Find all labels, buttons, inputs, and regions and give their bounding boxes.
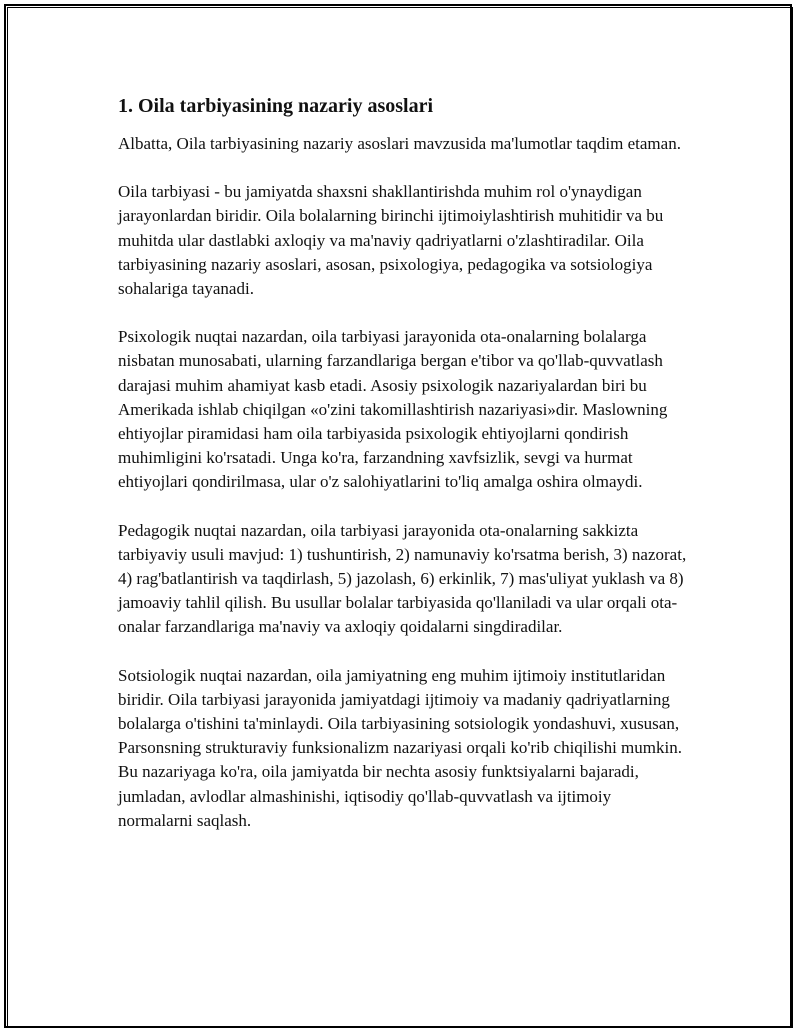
document-body (118, 92, 688, 857)
paragraph-psychological: Psixologik nuqtai nazardan, oila tarbiyasi jarayonida ota-onalarning bolalarga nisbatan munosabati, ularning farzandlariga bergan e'tibor va qo'llab-quvvatlash darajasi muhim ahamiyat kasb etadi. Asosiy psixologik nazariyalardan biri bu Amerikada ishlab chiqilgan «o'zini takomillashtirish nazariyasi»dir. Maslowning ehtiyojlar piramidasi ham oila tarbiyasida psixologik ehtiyojlarni qondirish muhimligini ko'rsatadi. Unga ko'ra, farzandning xavfsizlik, sevgi va hurmat ehtiyojlari qondirilmasa, ular o'z salohiyatlarini to'liq amalga oshira olmaydi. (118, 327, 668, 492)
paragraph-intro: Albatta, Oila tarbiyasining nazariy asoslari mavzusida ma'lumotlar taqdim etaman. (118, 134, 681, 153)
paragraph-sociological: Sotsiologik nuqtai nazardan, oila jamiyatning eng muhim ijtimoiy institutlaridan biridir. Oila tarbiyasi jarayonida jamiyatdagi ijtimoiy va madaniy qadriyatlarning bolalarga o'tishini ta'minlaydi. Oila tarbiyasining sotsiologik yondashuvi, xususan, Parsonsning strukturaviy funksionalizm nazariyasi orqali ko'rib chiqilishi mumkin. Bu nazariyaga ko'ra, oila jamiyatda bir nechta asosiy funktsiyalarni bajaradi, jumladan, avlodlar almashinishi, iqtisodiy qo'llab-quvvatlash va ijtimoiy normalarni saqlash. (118, 665, 682, 830)
paragraph-pedagogical: Pedagogik nuqtai nazardan, oila tarbiyasi jarayonida ota-onalarning sakkizta tarbiyaviy usuli mavjud: 1) tushuntirish, 2) namunaviy ko'rsatma berish, 3) nazorat, 4) rag'batlantirish va taqdirlash, 5) jazolash, 6) erkinlik, 7) mas'uliyat yuklash va 8) jamoaviy tahlil qilish. Bu usullar bolalar tarbiyasida qo'llaniladi va ular orqali ota-onalar farzandlariga ma'naviy va axloqiy qoidalarni singdiradilar. (118, 520, 687, 637)
document-title: 1. Oila tarbiyasining nazariy asoslari (118, 95, 434, 117)
paragraph-overview: Oila tarbiyasi - bu jamiyatda shaxsni shakllantirishda muhim rol o'ynaydigan jarayonlardan biridir. Oila bolalarning birinchi ijtimoiylashtirish muhitidir va bu muhitda ular dastlabki axloqiy va ma'naviy qadriyatlarni o'zlashtiradilar. Oila tarbiyasining nazariy asoslari, asosan, psixologiya, pedagogika va sotsiologiya sohalariga tayanadi. (118, 182, 664, 299)
